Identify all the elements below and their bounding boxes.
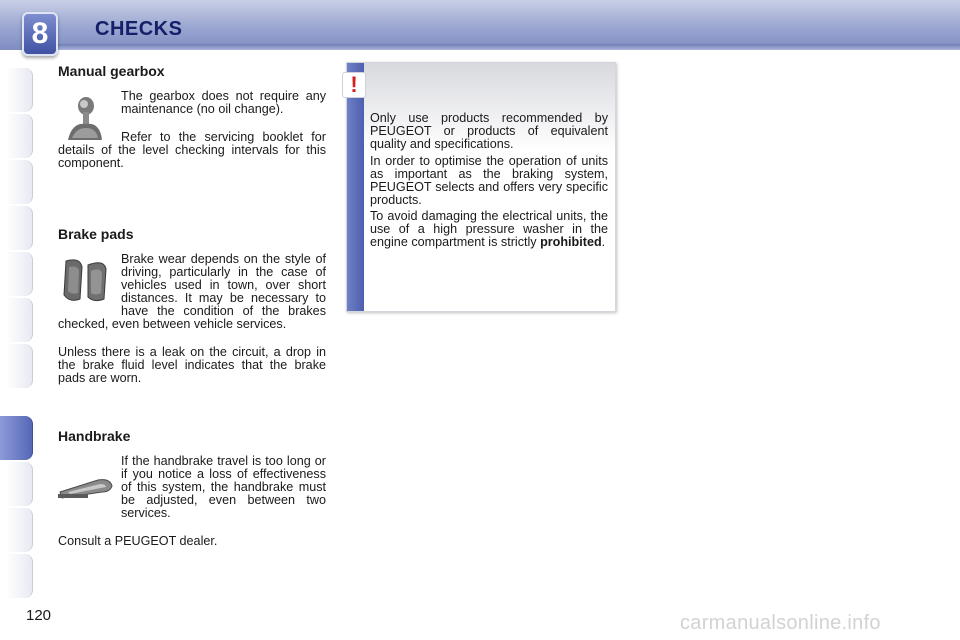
section-title-brake-pads: Brake pads (58, 226, 134, 242)
warning-emphasis: prohibited (540, 235, 602, 249)
warning-text: To avoid damaging the electrical units, the use of a high pressure washer in the engine compartment is strictly (370, 209, 608, 249)
chapter-tab[interactable] (6, 462, 33, 506)
warning-stripe (347, 63, 364, 311)
chapter-tab[interactable] (6, 114, 33, 158)
section-title-manual-gearbox: Manual gearbox (58, 63, 165, 79)
warning-exclamation-icon: ! (342, 72, 366, 98)
chapter-tab[interactable] (6, 252, 33, 296)
handbrake-paragraph (58, 455, 326, 520)
handbrake-paragraph: Consult a PEUGEOT dealer. (58, 534, 218, 548)
warning-paragraph: Only use products recommended by PEUGEOT or products of equivalent quality and specifications. (370, 111, 608, 151)
section-title-handbrake: Handbrake (58, 428, 131, 444)
chapter-tab[interactable] (6, 554, 33, 598)
warning-paragraph: In order to optimise the operation of units as important as the braking system, PEUGEOT selects and offers very specific products. (370, 154, 608, 207)
chapter-tab[interactable] (6, 160, 33, 204)
chapter-tab[interactable] (6, 68, 33, 112)
chapter-tab[interactable] (6, 508, 33, 552)
header-divider (56, 44, 960, 50)
handbrake-text: If the handbrake travel is too long or if you notice a loss of effectiveness of this system, the handbrake must be adjusted, even between two services. (121, 454, 326, 520)
brake-pads-text: Brake wear depends on the style of driving, particularly in the case of vehicles used in town, over short distances. It may be necessary to have the condition of the brakes checked, even between vehicle services. (58, 252, 326, 331)
chapter-tab-active[interactable] (0, 416, 33, 460)
manual-gearbox-paragraph: Refer to the servicing booklet for details of the level checking intervals for this component. (58, 130, 326, 170)
page-number: 120 (26, 607, 52, 624)
warning-text-end: . (601, 235, 606, 249)
chapter-tab[interactable] (6, 298, 33, 342)
brake-pads-paragraph: Unless there is a leak on the circuit, a drop in the brake fluid level indicates that the brake pads are worn. (58, 345, 326, 385)
brake-pads-paragraph (58, 253, 326, 331)
warning-paragraph (370, 210, 608, 249)
chapter-number-badge: 8 (22, 12, 58, 56)
watermark: carmanualsonline.info (680, 612, 881, 634)
manual-gearbox-paragraph: The gearbox does not require any maintenance (no oil change). (121, 89, 326, 116)
chapter-tab[interactable] (6, 206, 33, 250)
chapter-title: CHECKS (95, 18, 183, 40)
chapter-tabs (0, 62, 36, 582)
chapter-tab[interactable] (6, 344, 33, 388)
